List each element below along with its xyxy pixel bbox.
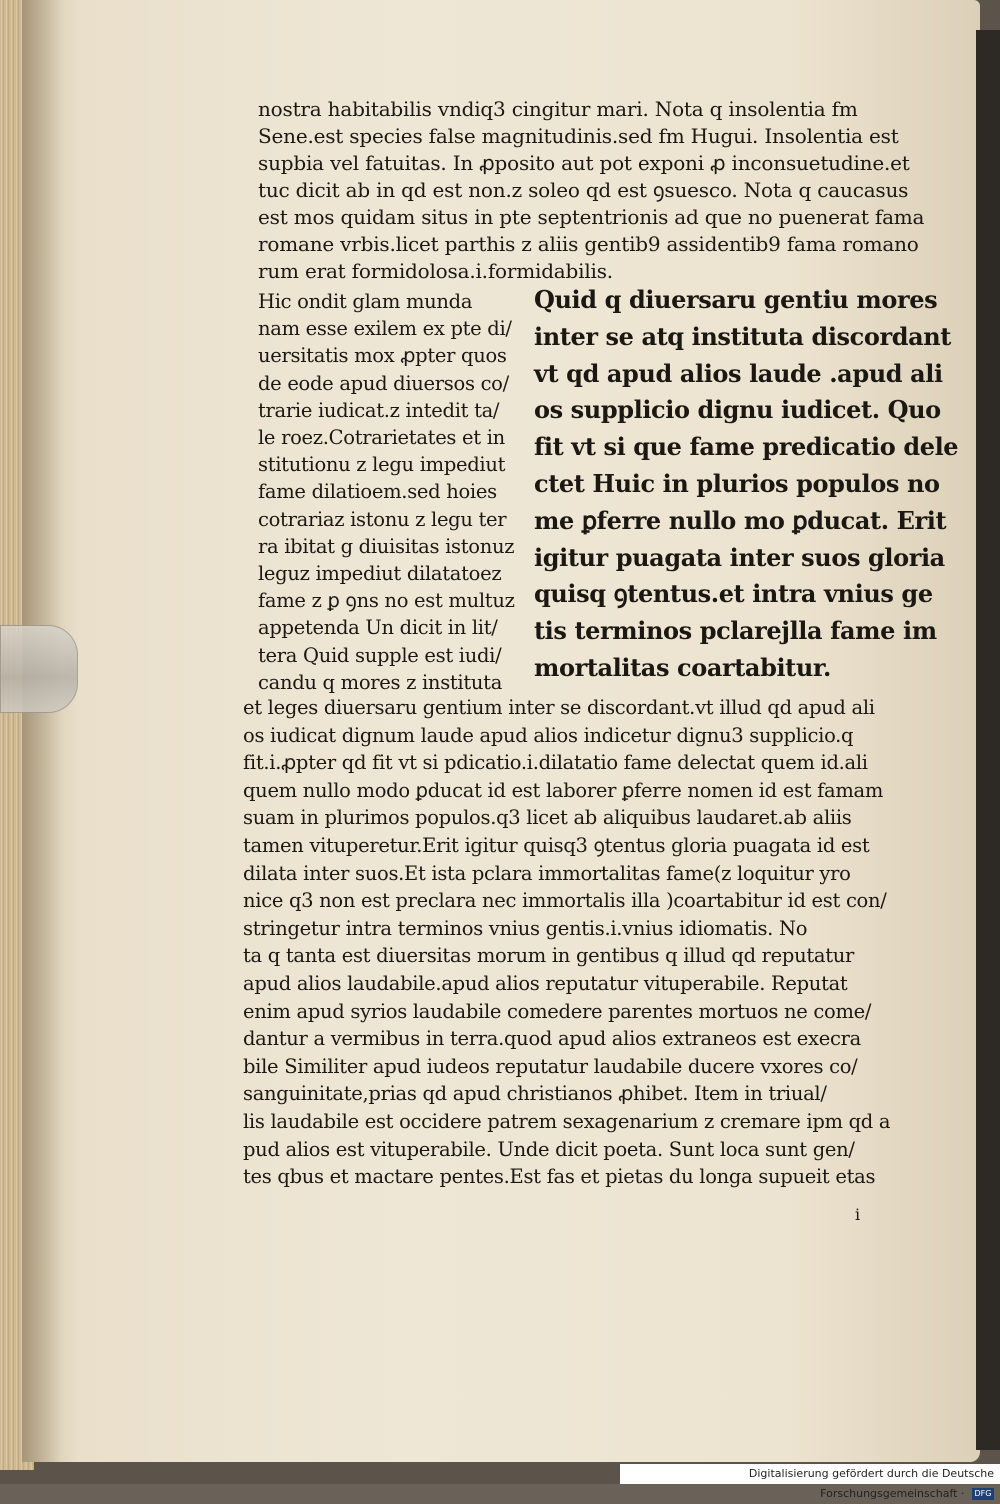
text-line: cotrariaz istonu z legu ter [258,507,507,531]
text-line: me ꝑferre nullo mo ꝑducat. Erit [534,505,947,535]
main-text-column [534,282,958,687]
text-line: fit vt si que fame predicatio dele [534,432,959,462]
text-line: leguz impediut dilatatoez [258,562,502,586]
text-line: os iudicat dignum laude apud alios indicetur dignu3 supplicio.q [243,723,854,747]
text-line: os supplicio dignu iudicet. Quo [534,395,941,425]
text-line: sanguinitate,prias qd apud christianos ꝓhibet. Item in triual/ [243,1082,827,1106]
text-line: fame dilatioem.sed hoies [258,480,497,504]
text-line: lis laudabile est occidere patrem sexagenarium z cremare ipm qd a [243,1109,891,1133]
text-line: dantur a vermibus in terra.quod apud alios extraneos est execra [243,1027,861,1051]
text-line: nostra habitabilis vndiq3 cingitur mari. Nota q insolentia fm [258,97,858,121]
text-line: ta q tanta est diuersitas morum in gentibus q illud qd reputatur [243,944,855,968]
page-signature-mark: i [855,1205,861,1224]
credit-text: Digitalisierung gefördert durch die Deutsche Forschungsgemeinschaft · [748,1467,994,1500]
text-line: de eode apud diuersos co/ [258,371,509,395]
page-clip [0,625,78,713]
text-line: fame z ꝑ ꝯns no est multuz [258,589,515,613]
right-page-edge [976,30,1000,1450]
text-line: bile Similiter apud iudeos reputatur laudabile ducere vxores co/ [243,1054,858,1078]
text-line: tera Quid supple est iudi/ [258,643,502,667]
digitization-credit [620,1464,1000,1500]
text-line: nam esse exilem ex pte di/ [258,317,512,341]
text-line: romane vrbis.licet parthis z aliis gentib9 assidentib9 fama romano [258,232,919,256]
text-line: tis terminos pclarejlla fame im [534,616,937,646]
text-line: fit.i.ꝓpter qd fit vt si pdicatio.i.dilatatio fame delectat quem id.ali [243,751,868,775]
text-line: mortalitas coartabitur. [534,652,831,682]
text-line: tamen vituperetur.Erit igitur quisq3 ꝯtentus gloria puagata id est [243,833,870,857]
text-line: apud alios laudabile.apud alios reputatur vituperabile. Reputat [243,971,848,995]
text-line: quem nullo modo ꝑducat id est laborer ꝑferre nomen id est famam [243,778,884,802]
text-line: nice q3 non est preclara nec immortalis illa )coartabitur id est con/ [243,889,887,913]
text-line: enim apud syrios laudabile comedere parentes mortuos ne come/ [243,999,872,1023]
text-line: candu q mores z instituta [258,670,503,694]
text-line: le roez.Cotrarietates et in [258,426,505,450]
text-line: ctet Huic in plurios populos no [534,468,940,498]
top-text-block [258,96,924,285]
text-line: dilata inter suos.Et ista pclara immortalitas fame(z loquitur yro [243,861,851,885]
bottom-text-block [243,694,890,1191]
text-line: est mos quidam situs in pte septentrionis ad que no puenerat fama [258,205,925,229]
text-line: stitutionu z legu impediut [258,453,506,477]
dfg-logo-icon: DFG [972,1488,994,1500]
text-line: et leges diuersaru gentium inter se discordant.vt illud qd apud ali [243,696,875,719]
spine-shadow [22,0,62,1462]
text-line: vt qd apud alios laude .apud ali [534,358,943,388]
text-line: rum erat formidolosa.i.formidabilis. [258,259,613,283]
commentary-column [258,288,515,696]
text-line: suam in plurimos populos.q3 licet ab aliquibus laudaret.ab aliis [243,806,852,830]
text-line: supbia vel fatuitas. In ꝓposito aut pot exponi ꝓ inconsuetudine.et [258,151,910,175]
text-line: stringetur intra terminos vnius gentis.i.vnius idiomatis. No [243,916,808,940]
text-line: Hic ondit glam munda [258,290,473,313]
text-line: inter se atq instituta discordant [534,321,951,351]
text-line: appetenda Un dicit in lit/ [258,616,498,640]
text-line: uersitatis mox ꝓpter quos [258,344,507,368]
text-line: tes qbus et mactare pentes.Est fas et pietas du longa supueit etas [243,1165,876,1189]
text-line: tuc dicit ab in qd est non.z soleo qd est ꝯsuesco. Nota q caucasus [258,178,909,202]
text-line: Quid q diuersaru gentiu mores [534,285,938,314]
text-line: trarie iudicat.z intedit ta/ [258,398,500,422]
text-line: Sene.est species false magnitudinis.sed fm Hugui. Insolentia est [258,124,899,148]
text-line: pud alios est vituperabile. Unde dicit poeta. Sunt loca sunt gen/ [243,1137,855,1161]
text-line: ra ibitat g diuisitas istonuz [258,534,515,558]
text-line: quisq ꝯtentus.et intra vnius ge [534,579,933,609]
text-line: igitur puagata inter suos gloria [534,542,945,572]
